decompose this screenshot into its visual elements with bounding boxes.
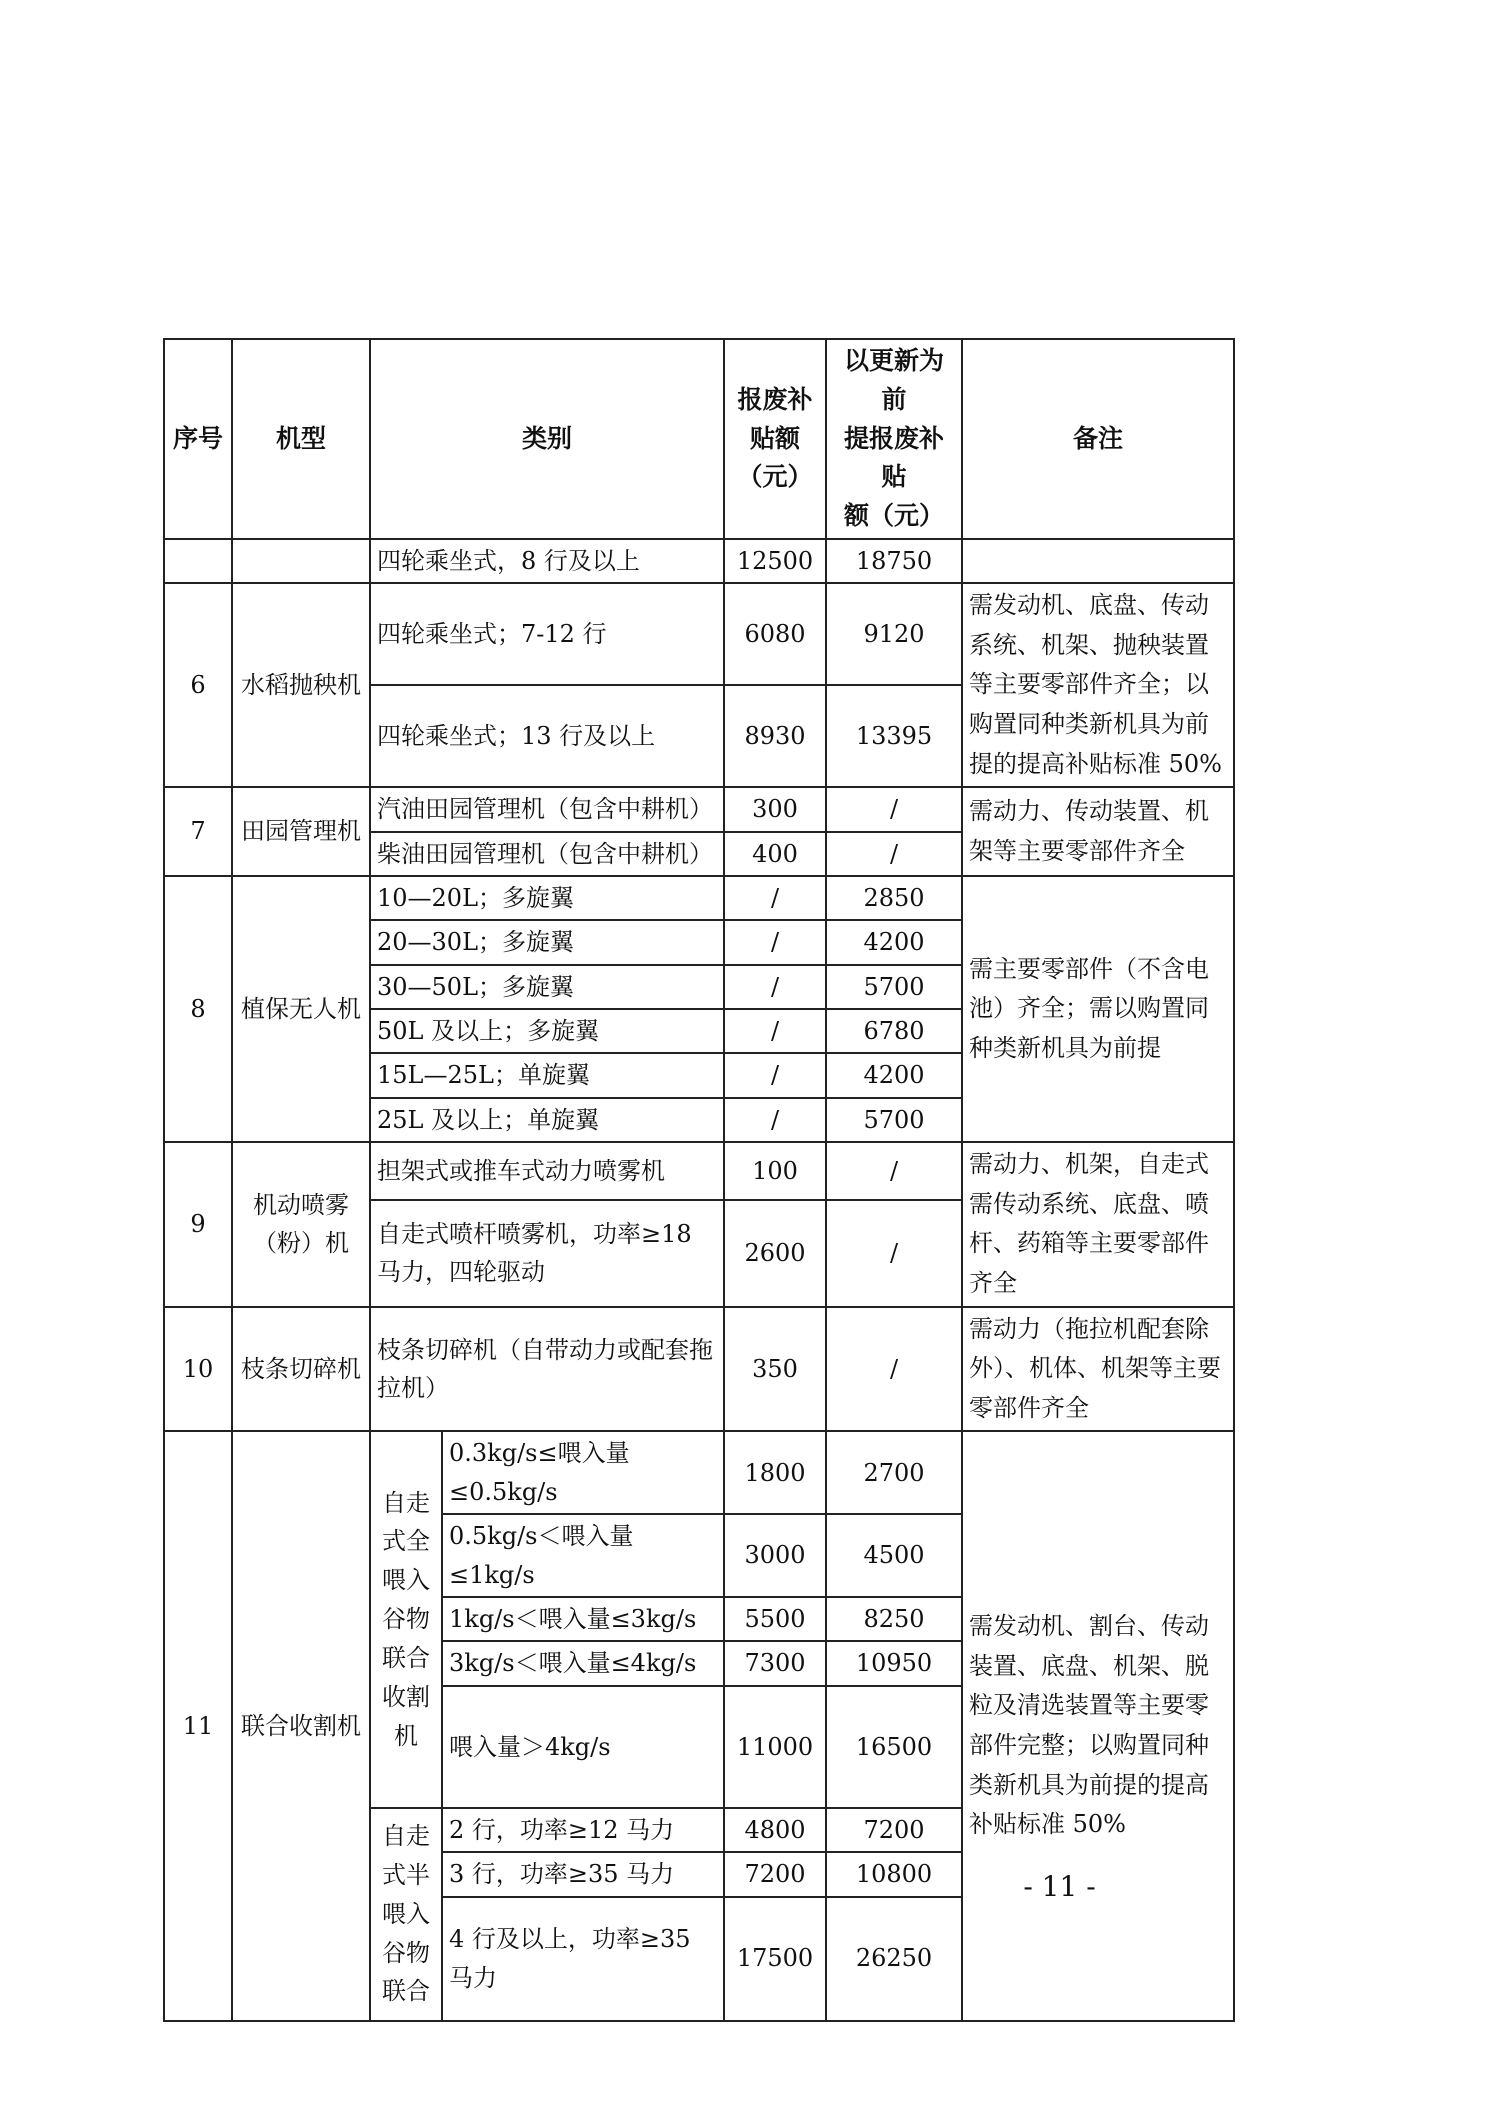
premise-cell: 4200 bbox=[826, 920, 962, 964]
header-subsidy-line: （元） bbox=[737, 462, 813, 492]
table-row bbox=[164, 1307, 1234, 1432]
subsidy-cell: 8930 bbox=[724, 685, 826, 787]
subsidy-cell: / bbox=[724, 1053, 826, 1097]
subsidy-cell: / bbox=[724, 965, 826, 1009]
category-cell: 四轮乘坐式；13 行及以上 bbox=[370, 685, 724, 787]
category-cell: 自走式喷杆喷雾机，功率≥18 马力，四轮驱动 bbox=[370, 1200, 724, 1307]
header-premise bbox=[826, 339, 962, 539]
note-cell: 需发动机、割台、传动装置、底盘、机架、脱粒及清选装置等主要零部件完整；以购置同种类新机具为前提的提高补贴标准 50% bbox=[962, 1431, 1234, 2020]
header-note: 备注 bbox=[962, 339, 1234, 539]
note-cell: 需主要零部件（不含电池）齐全；需以购置同种类新机具为前提 bbox=[962, 876, 1234, 1142]
seq-cell: 10 bbox=[164, 1307, 232, 1432]
premise-cell: / bbox=[826, 1142, 962, 1199]
model-cell: 植保无人机 bbox=[232, 876, 370, 1142]
subsidy-cell: 6080 bbox=[724, 583, 826, 685]
note-cell bbox=[962, 539, 1234, 583]
seq-cell bbox=[164, 539, 232, 583]
subsidy-table bbox=[163, 338, 1235, 2022]
premise-cell: 16500 bbox=[826, 1686, 962, 1808]
header-model: 机型 bbox=[232, 339, 370, 539]
premise-cell: 10950 bbox=[826, 1641, 962, 1685]
category-cell: 四轮乘坐式；7-12 行 bbox=[370, 583, 724, 685]
category-cell: 3kg/s＜喂入量≤4kg/s bbox=[442, 1641, 724, 1685]
model-cell: 田园管理机 bbox=[232, 787, 370, 876]
category-cell: 0.3kg/s≤喂入量≤0.5kg/s bbox=[442, 1431, 724, 1514]
table-row bbox=[164, 876, 1234, 920]
category-cell: 汽油田园管理机（包含中耕机） bbox=[370, 787, 724, 831]
note-cell: 需动力、传动装置、机架等主要零部件齐全 bbox=[962, 787, 1234, 876]
category-cell: 15L—25L；单旋翼 bbox=[370, 1053, 724, 1097]
category-cell: 50L 及以上；多旋翼 bbox=[370, 1009, 724, 1053]
seq-cell: 7 bbox=[164, 787, 232, 876]
subsidy-cell: / bbox=[724, 1098, 826, 1142]
premise-cell: / bbox=[826, 832, 962, 876]
model-cell: 联合收割机 bbox=[232, 1431, 370, 2020]
premise-cell: 2700 bbox=[826, 1431, 962, 1514]
subcategory-cell: 自走式全喂入谷物联合收割机 bbox=[370, 1431, 442, 1807]
premise-cell: 8250 bbox=[826, 1597, 962, 1641]
subsidy-cell: / bbox=[724, 920, 826, 964]
category-cell: 4 行及以上，功率≥35 马力 bbox=[442, 1897, 724, 2021]
subsidy-cell: 7300 bbox=[724, 1641, 826, 1685]
category-cell: 四轮乘坐式，8 行及以上 bbox=[370, 539, 724, 583]
category-cell: 担架式或推车式动力喷雾机 bbox=[370, 1142, 724, 1199]
table-row bbox=[164, 1431, 1234, 1514]
category-cell: 喂入量＞4kg/s bbox=[442, 1686, 724, 1808]
premise-cell: 13395 bbox=[826, 685, 962, 787]
note-cell: 需动力、机架，自走式需传动系统、底盘、喷杆、药箱等主要零部件齐全 bbox=[962, 1142, 1234, 1306]
header-seq: 序号 bbox=[164, 339, 232, 539]
category-cell: 枝条切碎机（自带动力或配套拖拉机） bbox=[370, 1307, 724, 1432]
premise-cell: 5700 bbox=[826, 965, 962, 1009]
header-subsidy-line: 贴额 bbox=[750, 423, 801, 453]
subsidy-table-container bbox=[163, 338, 1233, 2022]
model-cell bbox=[232, 539, 370, 583]
header-premise-line: 额（元） bbox=[844, 501, 945, 530]
table-row bbox=[164, 583, 1234, 685]
subsidy-cell: 17500 bbox=[724, 1897, 826, 2021]
table-row bbox=[164, 1142, 1234, 1199]
table-row bbox=[164, 539, 1234, 583]
header-subsidy bbox=[724, 339, 826, 539]
subsidy-cell: 11000 bbox=[724, 1686, 826, 1808]
premise-cell: 6780 bbox=[826, 1009, 962, 1053]
category-cell: 25L 及以上；单旋翼 bbox=[370, 1098, 724, 1142]
subsidy-cell: 350 bbox=[724, 1307, 826, 1432]
seq-cell: 11 bbox=[164, 1431, 232, 2020]
subsidy-cell: / bbox=[724, 1009, 826, 1053]
header-category: 类别 bbox=[370, 339, 724, 539]
header-row bbox=[164, 339, 1234, 539]
page-number-container bbox=[0, 1870, 1487, 1903]
page-number: - 11 - bbox=[1023, 1870, 1096, 1903]
premise-cell: 4500 bbox=[826, 1514, 962, 1597]
category-cell: 1kg/s＜喂入量≤3kg/s bbox=[442, 1597, 724, 1641]
subsidy-cell: 5500 bbox=[724, 1597, 826, 1641]
model-cell: 机动喷雾（粉）机 bbox=[232, 1142, 370, 1306]
category-cell: 2 行，功率≥12 马力 bbox=[442, 1808, 724, 1852]
subsidy-cell: 12500 bbox=[724, 539, 826, 583]
premise-cell: 18750 bbox=[826, 539, 962, 583]
subsidy-cell: / bbox=[724, 876, 826, 920]
subcategory-cell: 自走式半喂入谷物联合 bbox=[370, 1808, 442, 2021]
premise-cell: 9120 bbox=[826, 583, 962, 685]
header-premise-line: 以更新为前 bbox=[844, 346, 945, 414]
category-cell: 20—30L；多旋翼 bbox=[370, 920, 724, 964]
seq-cell: 6 bbox=[164, 583, 232, 787]
category-cell: 0.5kg/s＜喂入量≤1kg/s bbox=[442, 1514, 724, 1597]
premise-cell: / bbox=[826, 1307, 962, 1432]
category-cell: 3 行，功率≥35 马力 bbox=[442, 1852, 724, 1896]
model-cell: 水稻抛秧机 bbox=[232, 583, 370, 787]
premise-cell: 2850 bbox=[826, 876, 962, 920]
premise-cell: 7200 bbox=[826, 1808, 962, 1852]
premise-cell: 4200 bbox=[826, 1053, 962, 1097]
subsidy-cell: 100 bbox=[724, 1142, 826, 1199]
model-cell: 枝条切碎机 bbox=[232, 1307, 370, 1432]
premise-cell: 26250 bbox=[826, 1897, 962, 2021]
premise-cell: 10800 bbox=[826, 1852, 962, 1896]
seq-cell: 9 bbox=[164, 1142, 232, 1306]
category-cell: 柴油田园管理机（包含中耕机） bbox=[370, 832, 724, 876]
subsidy-cell: 300 bbox=[724, 787, 826, 831]
table-row bbox=[164, 787, 1234, 831]
note-cell: 需发动机、底盘、传动系统、机架、抛秧装置等主要零部件齐全；以购置同种类新机具为前提的提高补贴标准 50% bbox=[962, 583, 1234, 787]
subsidy-cell: 7200 bbox=[724, 1852, 826, 1896]
subsidy-cell: 2600 bbox=[724, 1200, 826, 1307]
premise-cell: / bbox=[826, 1200, 962, 1307]
seq-cell: 8 bbox=[164, 876, 232, 1142]
note-cell: 需动力（拖拉机配套除外）、机体、机架等主要零部件齐全 bbox=[962, 1307, 1234, 1432]
premise-cell: 5700 bbox=[826, 1098, 962, 1142]
subsidy-cell: 3000 bbox=[724, 1514, 826, 1597]
subsidy-cell: 4800 bbox=[724, 1808, 826, 1852]
category-cell: 10—20L；多旋翼 bbox=[370, 876, 724, 920]
subsidy-cell: 1800 bbox=[724, 1431, 826, 1514]
category-cell: 30—50L；多旋翼 bbox=[370, 965, 724, 1009]
premise-cell: / bbox=[826, 787, 962, 831]
header-subsidy-line: 报废补 bbox=[737, 384, 813, 414]
header-premise-line: 提报废补贴 bbox=[844, 423, 945, 492]
subsidy-cell: 400 bbox=[724, 832, 826, 876]
